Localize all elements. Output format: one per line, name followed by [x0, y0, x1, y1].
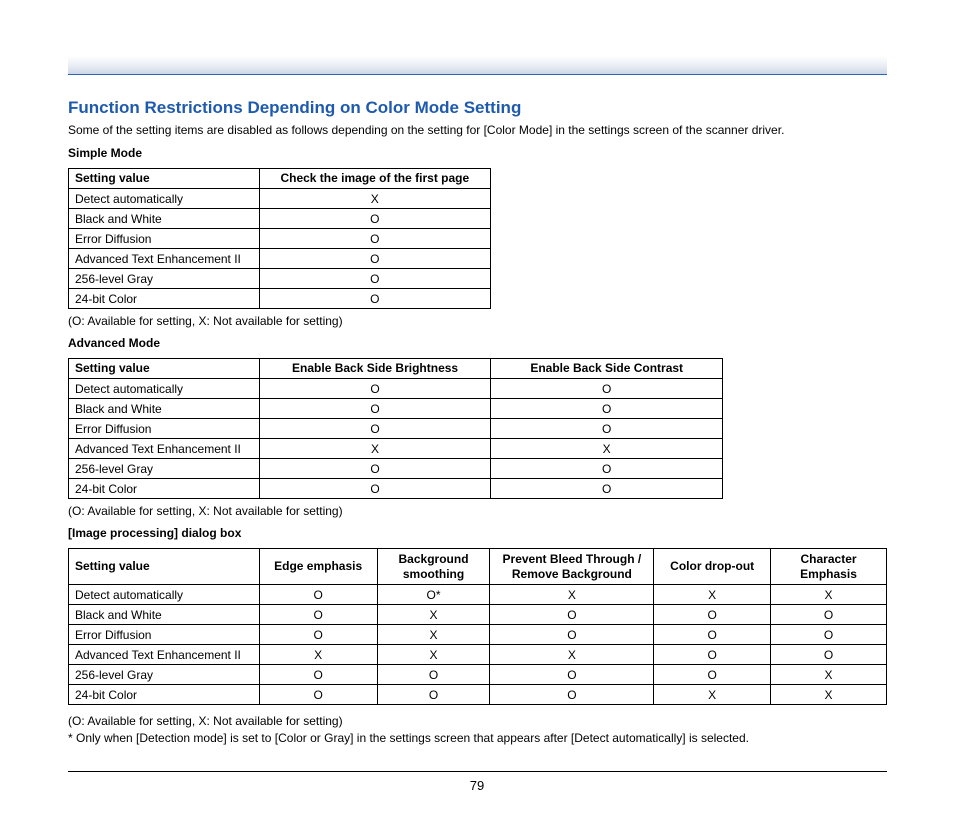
table-header-row [69, 549, 887, 585]
header-line: Color drop-out [670, 559, 755, 573]
row-setting-value: Advanced Text Enhancement II [69, 645, 260, 665]
intro-text: Some of the setting items are disabled as follows depending on the setting for [Color Mode] in the settings screen of the scanner driver. [68, 123, 785, 137]
row-setting-value: Error Diffusion [69, 419, 260, 439]
row-setting-value: 256-level Gray [69, 459, 260, 479]
image-processing-table [68, 548, 887, 705]
availability-cell: O [259, 209, 490, 229]
header-background-smoothing [377, 549, 490, 585]
availability-cell: O [490, 665, 654, 685]
availability-cell: X [491, 439, 723, 459]
row-setting-value: Black and White [69, 605, 260, 625]
availability-cell: O [490, 685, 654, 705]
availability-cell: O [654, 605, 771, 625]
section-title: Function Restrictions Depending on Color Mode Setting [68, 98, 522, 117]
table-row [69, 379, 723, 399]
table-row [69, 229, 491, 249]
availability-cell: O [491, 459, 723, 479]
table-row [69, 189, 491, 209]
row-setting-value: Advanced Text Enhancement II [69, 439, 260, 459]
header-color-drop-out [654, 549, 771, 585]
availability-cell: X [259, 645, 377, 665]
header-check-first-page: Check the image of the first page [259, 169, 490, 189]
row-setting-value: 24-bit Color [69, 479, 260, 499]
availability-cell: O [259, 229, 490, 249]
availability-cell: O [771, 625, 887, 645]
availability-cell: O [654, 625, 771, 645]
header-prevent-bleed-through [490, 549, 654, 585]
table-row [69, 605, 887, 625]
availability-cell: O [259, 585, 377, 605]
availability-cell: X [771, 585, 887, 605]
table-row [69, 665, 887, 685]
row-setting-value: Error Diffusion [69, 625, 260, 645]
availability-cell: X [654, 685, 771, 705]
availability-cell: O [259, 289, 490, 309]
table-row [69, 479, 723, 499]
header-line: Prevent Bleed Through / [502, 551, 642, 566]
image-processing-legend: (O: Available for setting, X: Not available for setting) [68, 714, 343, 728]
header-character-emphasis [771, 549, 887, 585]
availability-cell: X [771, 665, 887, 685]
availability-cell: X [771, 685, 887, 705]
table-header-row [69, 169, 491, 189]
availability-cell: O [259, 459, 491, 479]
header-line: Background [398, 551, 469, 566]
availability-cell: X [259, 439, 491, 459]
availability-cell: O [490, 605, 654, 625]
table-header-row [69, 359, 723, 379]
availability-cell: O [259, 269, 490, 289]
table-row [69, 459, 723, 479]
table-row [69, 209, 491, 229]
availability-cell: O [259, 249, 490, 269]
availability-cell: X [259, 189, 490, 209]
row-setting-value: 256-level Gray [69, 269, 260, 289]
advanced-mode-table [68, 358, 723, 499]
availability-cell: O* [377, 585, 490, 605]
table-row [69, 269, 491, 289]
availability-cell: O [491, 379, 723, 399]
table-row [69, 399, 723, 419]
availability-cell: O [491, 419, 723, 439]
availability-cell: O [377, 665, 490, 685]
page-number: 79 [469, 778, 485, 793]
row-setting-value: Black and White [69, 399, 260, 419]
availability-cell: O [377, 685, 490, 705]
availability-cell: X [377, 645, 490, 665]
table-row [69, 439, 723, 459]
table-row [69, 645, 887, 665]
simple-mode-table [68, 168, 491, 309]
availability-cell: O [259, 479, 491, 499]
header-line: Remove Background [511, 566, 632, 581]
row-setting-value: Detect automatically [69, 585, 260, 605]
availability-cell: X [490, 585, 654, 605]
availability-cell: O [259, 625, 377, 645]
availability-cell: O [771, 645, 887, 665]
table-row [69, 585, 887, 605]
header-line: Setting value [75, 559, 150, 573]
header-line: Character [800, 551, 857, 566]
availability-cell: O [771, 605, 887, 625]
advanced-mode-label: Advanced Mode [68, 336, 161, 350]
table-row [69, 419, 723, 439]
availability-cell: O [259, 685, 377, 705]
availability-cell: X [490, 645, 654, 665]
simple-legend: (O: Available for setting, X: Not available for setting) [68, 314, 343, 328]
advanced-legend: (O: Available for setting, X: Not available for setting) [68, 504, 343, 518]
availability-cell: O [490, 625, 654, 645]
table-row [69, 249, 491, 269]
header-band [68, 56, 887, 75]
availability-cell: X [377, 605, 490, 625]
header-back-brightness: Enable Back Side Brightness [259, 359, 491, 379]
availability-cell: X [654, 585, 771, 605]
table-row [69, 289, 491, 309]
row-setting-value: 256-level Gray [69, 665, 260, 685]
table-row [69, 685, 887, 705]
footer-rule [68, 771, 887, 772]
availability-cell: O [259, 399, 491, 419]
header-setting-value: Setting value [69, 359, 260, 379]
row-setting-value: 24-bit Color [69, 289, 260, 309]
header-back-contrast: Enable Back Side Contrast [491, 359, 723, 379]
header-setting-value: Setting value [69, 169, 260, 189]
row-setting-value: Error Diffusion [69, 229, 260, 249]
header-line: Emphasis [800, 566, 857, 581]
header-line: smoothing [402, 566, 465, 581]
header-edge-emphasis [259, 549, 377, 585]
table-row [69, 625, 887, 645]
availability-cell: O [259, 665, 377, 685]
header-line: Edge emphasis [274, 559, 363, 573]
availability-cell: O [259, 379, 491, 399]
availability-cell: O [654, 645, 771, 665]
header-setting-value [69, 549, 260, 585]
row-setting-value: 24-bit Color [69, 685, 260, 705]
row-setting-value: Detect automatically [69, 379, 260, 399]
image-processing-label: [Image processing] dialog box [68, 526, 242, 540]
row-setting-value: Advanced Text Enhancement II [69, 249, 260, 269]
availability-cell: O [259, 605, 377, 625]
availability-cell: O [491, 479, 723, 499]
availability-cell: O [654, 665, 771, 685]
availability-cell: O [491, 399, 723, 419]
row-setting-value: Black and White [69, 209, 260, 229]
footnote: * Only when [Detection mode] is set to [Color or Gray] in the settings screen that appears after [Detect automatically] is selected. [68, 731, 749, 745]
simple-mode-label: Simple Mode [68, 146, 143, 160]
row-setting-value: Detect automatically [69, 189, 260, 209]
availability-cell: O [259, 419, 491, 439]
availability-cell: X [377, 625, 490, 645]
